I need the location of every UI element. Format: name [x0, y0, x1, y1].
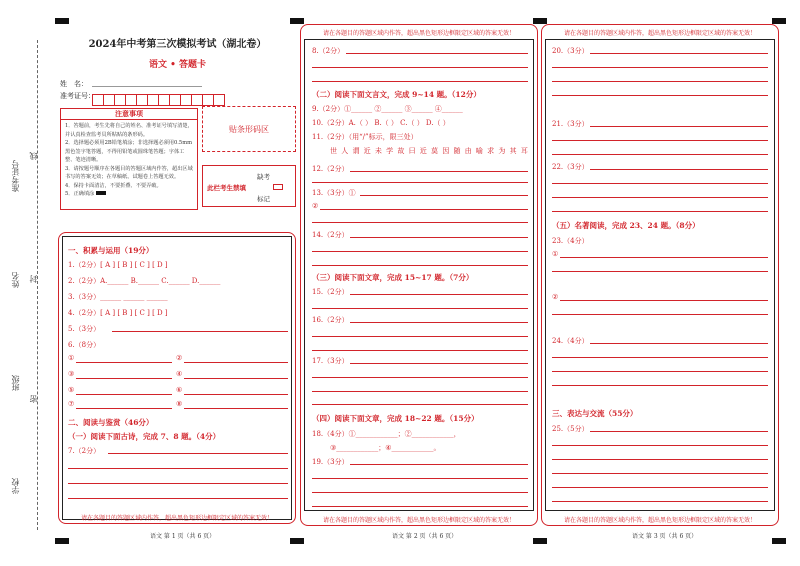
- choice-label: ⑦: [68, 400, 75, 408]
- answer-line: [552, 357, 768, 358]
- answer-line: [552, 211, 768, 212]
- absent-note: 此栏考生禁填: [207, 184, 246, 192]
- answer-line: [552, 81, 768, 82]
- answer-line: [552, 314, 768, 315]
- timing-mark: [533, 18, 547, 24]
- question-23[interactable]: 23.（4分）: [552, 237, 589, 245]
- answer-line: [552, 371, 768, 372]
- answer-line: [312, 265, 528, 266]
- timing-mark: [772, 538, 786, 544]
- answer-line: [68, 468, 288, 469]
- answer-line: [552, 271, 768, 272]
- choice-label: ⑥: [176, 386, 183, 394]
- side-line-label: 线: [29, 152, 38, 160]
- answer-line: [350, 237, 528, 238]
- answer-line: [552, 445, 768, 446]
- notice-item: 4．保持卡面清洁，不要折叠、不要弄破。: [65, 182, 162, 189]
- side-name: 姓名: [11, 272, 20, 288]
- answer-line: [76, 394, 172, 395]
- answer-line: [552, 501, 768, 502]
- answer-line: [312, 492, 528, 493]
- warning-note: 请在各题目的答题区域内作答，超出黑色矩形边框限定区域的答案无效！: [80, 515, 273, 522]
- answer-line: [560, 257, 768, 258]
- question-11[interactable]: 11.（2分）（用“/”标示，限三处）: [312, 133, 418, 141]
- question-18[interactable]: 18.（4分）①____________；②____________，: [312, 430, 461, 438]
- answer-line: [184, 408, 288, 409]
- answer-line: [184, 394, 288, 395]
- question-20[interactable]: 20.（3分）: [552, 47, 589, 55]
- question-10[interactable]: 10.（2分）A.（ ） B.（ ） C.（ ） D.（ ）: [312, 119, 450, 127]
- question-21[interactable]: 21.（3分）: [552, 120, 589, 128]
- choice-label: ③: [68, 370, 75, 378]
- page-footer: 语文 第 3 页（共 6 页）: [632, 533, 698, 540]
- answer-line: [552, 140, 768, 141]
- sub-heading: （三）阅读下面文章，完成 15~17 题。（7分）: [312, 273, 474, 282]
- answer-line: [312, 377, 528, 378]
- sub-heading: （四）阅读下面文章，完成 18~22 题。（15分）: [312, 414, 479, 423]
- name-label: 姓 名：: [60, 80, 88, 88]
- choice-label: ④: [176, 370, 183, 378]
- choice-label: ⑤: [68, 386, 75, 394]
- answer-line: [552, 473, 768, 474]
- notice-item: 3．请按题号顺序在各题目的答题区域内作答，超出区域书写的答案无效；在草稿纸、试题卷上答题无效。: [65, 165, 193, 180]
- timing-mark: [533, 538, 547, 544]
- binding-line: [37, 40, 38, 530]
- side-class: 班级: [11, 375, 20, 391]
- timing-mark: [55, 18, 69, 24]
- section-heading: 一、积累与运用（19分）: [68, 246, 154, 255]
- notice-title: 注意事项: [61, 109, 197, 120]
- answer-line: [552, 183, 768, 184]
- question-9[interactable]: 9.（2分）①______ ②______ ③______ ④______: [312, 105, 463, 113]
- side-exam-no: 准考证号: [11, 160, 20, 192]
- barcode-area: [202, 106, 296, 152]
- answer-line: [320, 209, 528, 210]
- answer-line: [552, 487, 768, 488]
- question-25[interactable]: 25.（5分）: [552, 425, 589, 433]
- answer-line: [312, 506, 528, 507]
- question-14[interactable]: 14.（2分）: [312, 231, 349, 239]
- answer-line: [350, 322, 528, 323]
- question-18b[interactable]: ③____________；④____________。: [330, 444, 441, 452]
- answer-line: [590, 343, 768, 344]
- choice-label: ⑧: [176, 400, 183, 408]
- answer-line: [552, 95, 768, 96]
- answer-line: [312, 222, 528, 223]
- mark-label: 标记: [257, 195, 270, 203]
- warning-note: 请在各题目的答题区域内作答，超出黑色矩形边框限定区域的答案无效！: [563, 30, 756, 37]
- side-seal-label: 封: [29, 275, 38, 283]
- question-15[interactable]: 15.（2分）: [312, 288, 349, 296]
- answer-line: [184, 362, 288, 363]
- absent-checkbox[interactable]: [273, 184, 283, 190]
- question-5[interactable]: 5.（3分）: [68, 325, 101, 333]
- choice-label: ①: [68, 354, 75, 362]
- answer-line: [552, 197, 768, 198]
- question-13[interactable]: 13.（3分）①: [312, 189, 356, 197]
- answer-line: [590, 431, 768, 432]
- answer-line: [112, 331, 288, 332]
- answer-line: [350, 171, 528, 172]
- answer-line: [360, 195, 528, 196]
- section-heading: 三、表达与交流（55分）: [552, 409, 638, 418]
- question-23a[interactable]: ①: [552, 250, 559, 258]
- notice-item: 1．答题前，考生先将自己的姓名、准考证号填写清楚，并认真检查监考员所粘贴的条形码。: [65, 123, 193, 138]
- answer-line: [312, 336, 528, 337]
- answer-line: [312, 391, 528, 392]
- sub-heading: （一）阅读下面古诗，完成 7、8 题。（4分）: [68, 432, 221, 441]
- warning-note: 请在各题目的答题区域内作答，超出黑色矩形边框限定区域的答案无效！: [322, 30, 515, 37]
- barcode-label: 贴条形码区: [229, 124, 269, 134]
- answer-line: [184, 378, 288, 379]
- side-secret-label: 密: [29, 395, 38, 403]
- answer-line: [312, 404, 528, 405]
- page-footer: 语文 第 1 页（共 6 页）: [150, 533, 216, 540]
- answer-line: [312, 308, 528, 309]
- answer-line: [346, 53, 528, 54]
- sub-heading: （二）阅读下面文言文，完成 9~14 题。（12分）: [312, 90, 481, 99]
- absent-label: 缺考: [257, 173, 270, 181]
- question-4[interactable]: 4.（2分）[ A ] [ B ] [ C ] [ D ]: [68, 309, 168, 317]
- choice-label: ②: [176, 354, 183, 362]
- notice-box: [60, 108, 198, 210]
- answer-line: [552, 385, 768, 386]
- question-12[interactable]: 12.（2分）: [312, 165, 349, 173]
- question-19[interactable]: 19.（3分）: [312, 458, 349, 466]
- question-17[interactable]: 17.（3分）: [312, 357, 349, 365]
- warning-note: 请在各题目的答题区域内作答，超出黑色矩形边框限定区域的答案无效！: [322, 517, 515, 524]
- question-16[interactable]: 16.（2分）: [312, 316, 349, 324]
- question-1[interactable]: 1.（2分）[ A ] [ B ] [ C ] [ D ]: [68, 261, 168, 269]
- answer-line: [350, 363, 528, 364]
- answer-line: [68, 483, 288, 484]
- answer-line: [312, 251, 528, 252]
- answer-line: [312, 478, 528, 479]
- answer-line: [590, 169, 768, 170]
- answer-line: [350, 464, 528, 465]
- answer-line: [312, 182, 528, 183]
- answer-line: [108, 453, 288, 454]
- side-school: 学校: [11, 478, 20, 494]
- sub-heading: （五）名著阅读，完成 23、24 题。（8分）: [552, 221, 700, 230]
- answer-line: [350, 294, 528, 295]
- notice-item: 5．正确填涂: [65, 190, 193, 199]
- name-field[interactable]: [92, 86, 202, 87]
- timing-mark: [772, 18, 786, 24]
- section-heading: 二、阅读与鉴赏（46分）: [68, 418, 154, 427]
- answer-line: [552, 459, 768, 460]
- question-7[interactable]: 7.（2分）: [68, 447, 101, 455]
- timing-mark: [290, 18, 304, 24]
- question-2[interactable]: 2.（2分）A.______ B.______ C.______ D.______: [68, 277, 221, 285]
- answer-line: [552, 67, 768, 68]
- filled-sample: [96, 191, 106, 195]
- answer-panel-3: [541, 24, 779, 526]
- page-subtitle: 语文 • 答题卡: [148, 60, 207, 70]
- question-11-text[interactable]: 世 人 谓 近 未 学 故 曰 近 莫 因 随 由 喻 求 为 其 耳: [330, 147, 529, 155]
- answer-line: [312, 81, 528, 82]
- answer-line: [590, 126, 768, 127]
- answer-line: [312, 67, 528, 68]
- notice-item: 2．选择题必须用2B铅笔填涂；非选择题必须用0.5mm黑色签字笔答题，不得用铅笔或圆珠笔答题；字体工整、笔迹清晰。: [65, 140, 193, 163]
- answer-line: [76, 378, 172, 379]
- warning-note: 请在各题目的答题区域内作答，超出黑色矩形边框限定区域的答案无效！: [563, 517, 756, 524]
- answer-line: [552, 154, 768, 155]
- page-title: 2024年中考第三次模拟考试（湖北卷）: [88, 39, 267, 50]
- page-footer: 语文 第 2 页（共 6 页）: [392, 533, 458, 540]
- answer-line: [312, 350, 528, 351]
- question-3[interactable]: 3.（3分）______ ______ ______: [68, 293, 168, 301]
- question-8[interactable]: 8.（2分）: [312, 47, 345, 55]
- answer-line: [68, 498, 288, 499]
- question-24[interactable]: 24.（4分）: [552, 337, 589, 345]
- timing-mark: [290, 538, 304, 544]
- absent-box: [202, 165, 296, 207]
- question-13b[interactable]: ②: [312, 202, 319, 210]
- answer-line: [76, 408, 172, 409]
- answer-line: [76, 362, 172, 363]
- answer-line: [590, 53, 768, 54]
- timing-mark: [55, 538, 69, 544]
- question-22[interactable]: 22.（3分）: [552, 163, 589, 171]
- exam-no-label: 准考证号：: [60, 92, 95, 100]
- answer-line: [560, 300, 768, 301]
- question-23b[interactable]: ②: [552, 293, 559, 301]
- question-6[interactable]: 6.（8分）: [68, 341, 101, 349]
